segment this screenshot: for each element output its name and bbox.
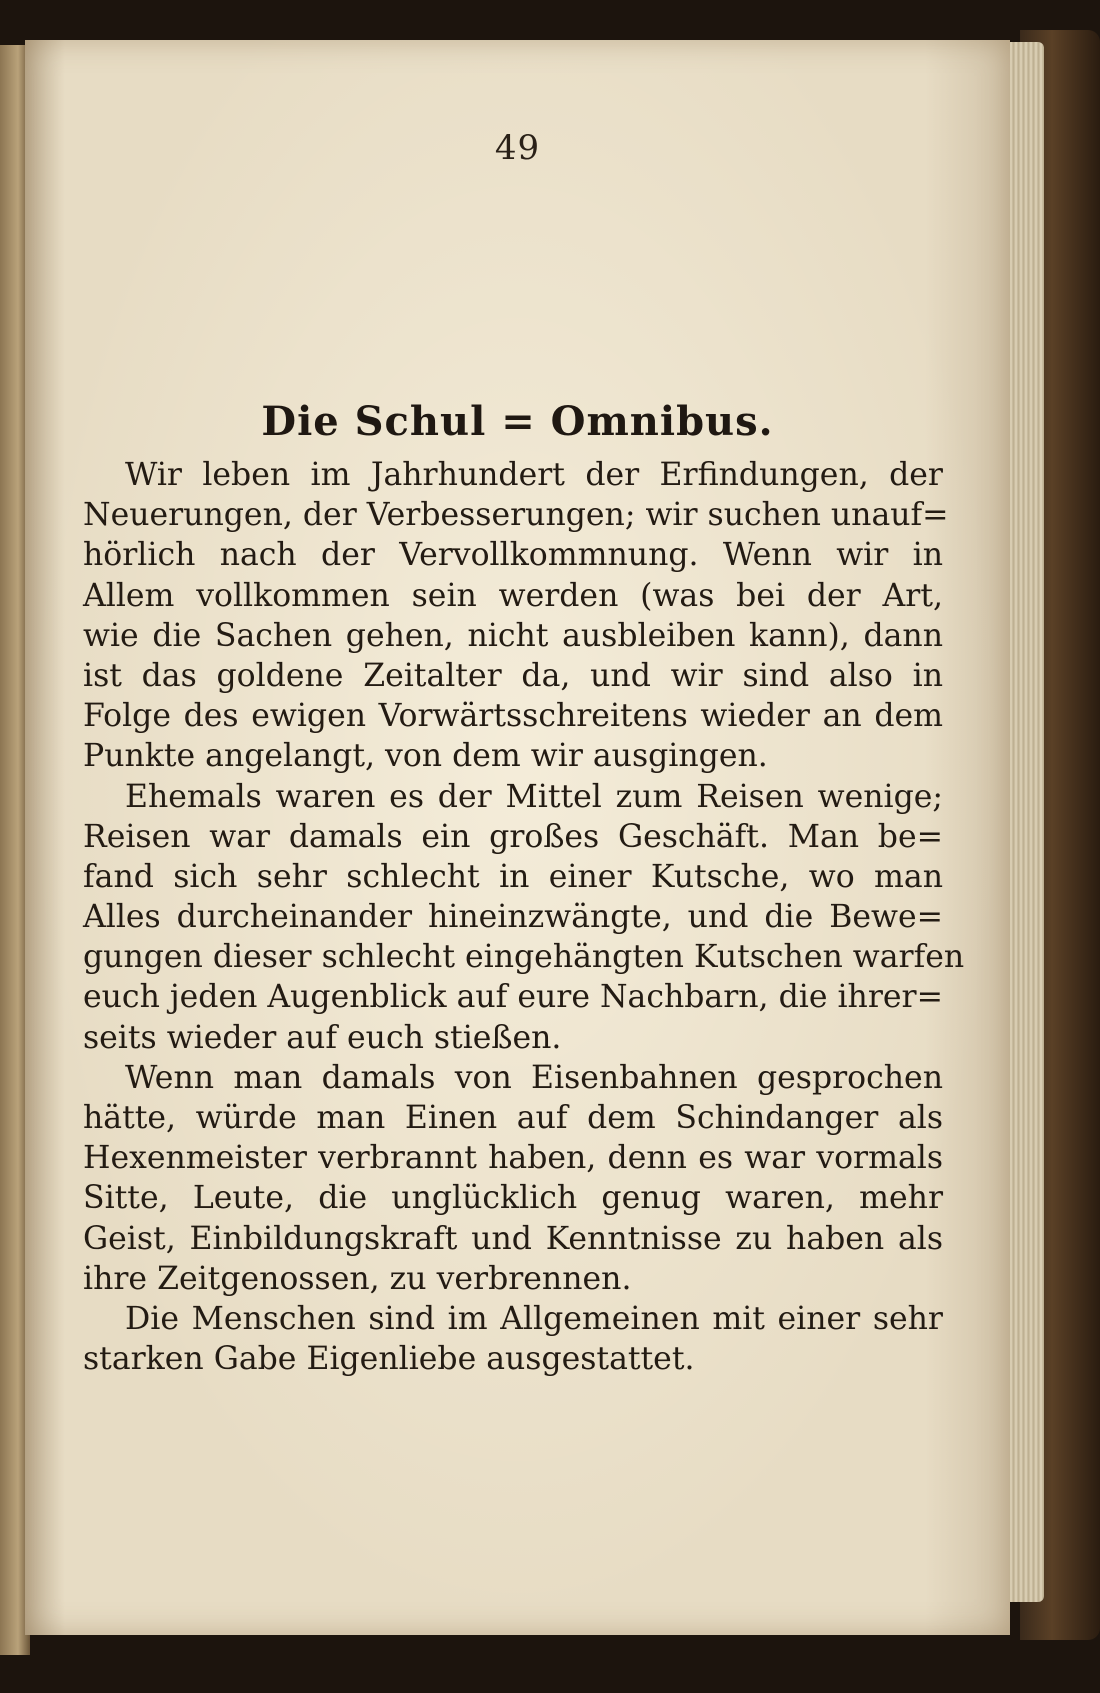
text-line: Hexenmeister verbrannt haben, denn es war vormals	[83, 1140, 943, 1177]
text-line: Ehemals waren es der Mittel zum Reisen wenige;	[125, 778, 943, 815]
body-text	[83, 455, 965, 1379]
text-line: Geist, Einbildungskraft und Kenntnisse zu haben als	[83, 1220, 943, 1257]
text-line: Die Menschen sind im Allgemeinen mit einer sehr	[125, 1300, 943, 1337]
text-line: Neuerungen, der Verbesserungen; wir suchen unauf=	[83, 497, 949, 534]
text-line: starken Gabe Eigenliebe ausgestattet.	[83, 1341, 695, 1378]
text-line: Wenn man damals von Eisenbahnen gesprochen	[125, 1059, 943, 1096]
text-line: hörlich nach der Vervollkommnung. Wenn wir in	[83, 537, 943, 574]
text-line: ist das goldene Zeitalter da, und wir sind also in	[83, 657, 943, 694]
chapter-title: Die Schul = Omnibus.	[261, 398, 774, 445]
text-line: Allem vollkommen sein werden (was bei der Art,	[83, 577, 943, 614]
text-line: hätte, würde man Einen auf dem Schindanger als	[83, 1100, 943, 1136]
book-page	[25, 40, 1010, 1635]
text-line: Reisen war damals ein großes Geschäft. Man be=	[83, 818, 943, 855]
text-line: gungen dieser schlecht eingehängten Kutschen warfen	[83, 939, 965, 976]
text-line: euch jeden Augenblick auf eure Nachbarn, die ihrer=	[83, 979, 943, 1016]
text-line: Punkte angelangt, von dem wir ausgingen.	[83, 738, 768, 775]
text-line: Alles durcheinander hineinzwängte, und die Bewe=	[83, 899, 943, 936]
text-line: ihre Zeitgenossen, zu verbrennen.	[83, 1260, 632, 1297]
text-line: Folge des ewigen Vorwärtsschreitens wieder an dem	[83, 698, 943, 735]
text-line: Sitte, Leute, die unglücklich genug waren, mehr	[83, 1180, 943, 1217]
page-number: 49	[494, 128, 541, 168]
bleed-through-texture	[80, 180, 950, 221]
text-line: wie die Sachen gehen, nicht ausbleiben kann), dann	[83, 617, 943, 654]
text-line: Wir leben im Jahrhundert der Erfindungen, der	[125, 457, 943, 493]
text-line: seits wieder auf euch stießen.	[83, 1019, 562, 1056]
text-line: fand sich sehr schlecht in einer Kutsche, wo man	[83, 858, 943, 895]
